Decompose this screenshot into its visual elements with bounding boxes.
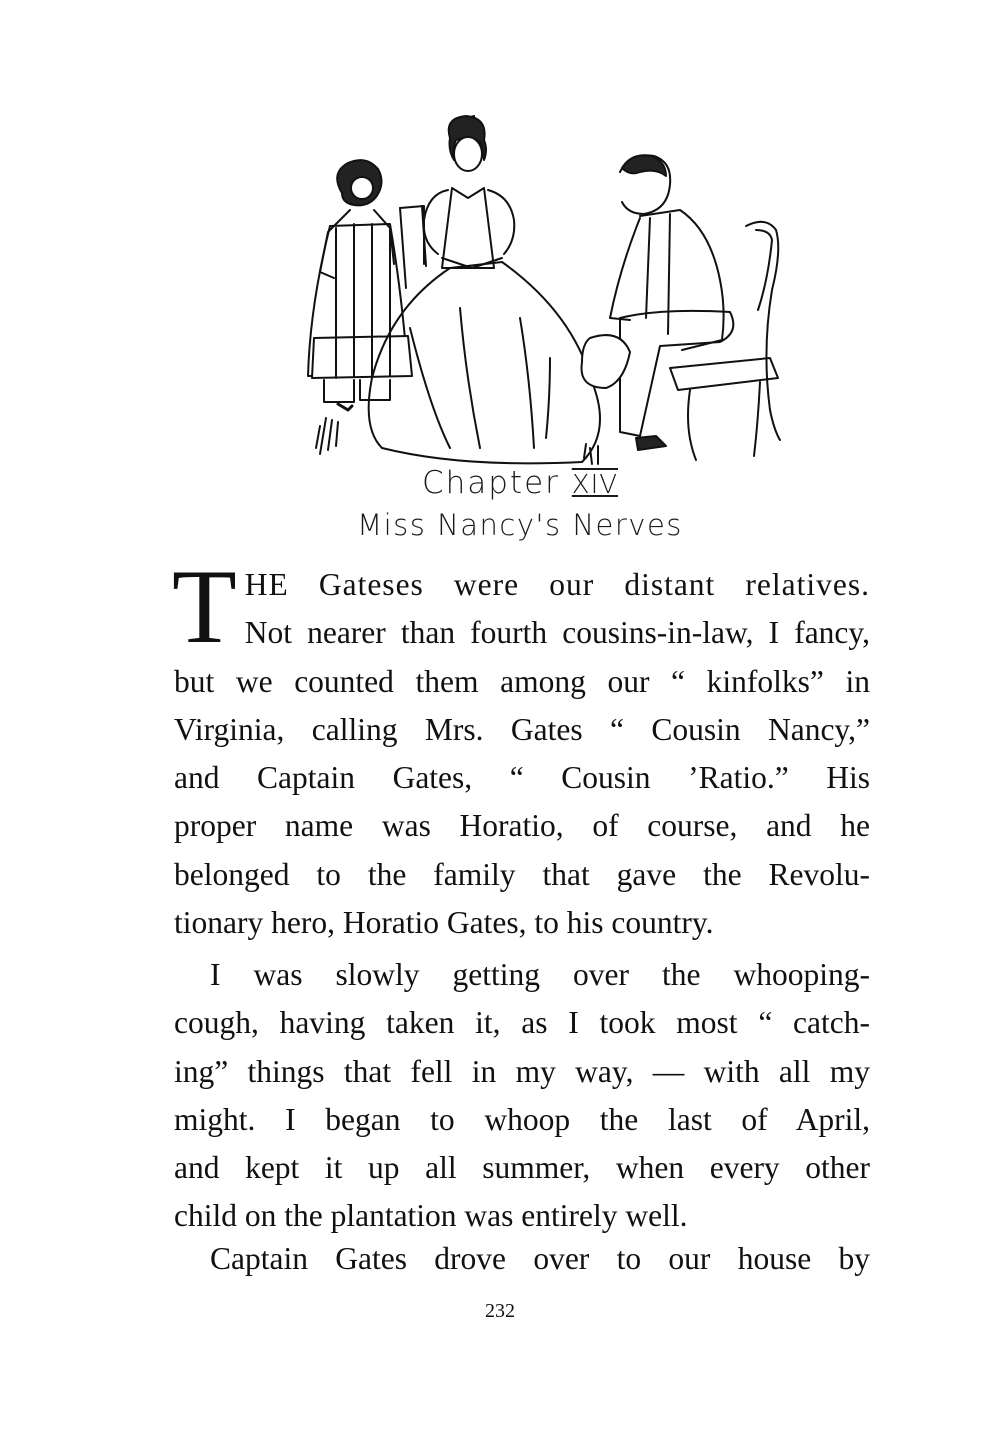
text-line: might. I began to whoop the last of April, xyxy=(174,1101,870,1137)
chair-icon xyxy=(670,222,780,460)
text-line: cough, having taken it, as I took most “ catch- xyxy=(174,1005,870,1041)
page-number: 232 xyxy=(485,1300,515,1322)
paragraph-2 xyxy=(174,951,870,1241)
woman-figure-icon xyxy=(369,116,600,463)
chapter-illustration xyxy=(290,108,810,473)
text-line: Captain Gates drove over to our house by xyxy=(210,1241,870,1276)
text-line: Not nearer than fourth cousins-in-law, I fancy, xyxy=(244,615,870,651)
chapter-heading xyxy=(300,463,740,545)
text-line: proper name was Horatio, of course, and he xyxy=(174,808,870,844)
text-line: I was slowly getting over the whooping- xyxy=(210,957,870,992)
text-line: and kept it up all summer, when every other xyxy=(174,1150,870,1186)
paragraph-1 xyxy=(172,548,870,947)
man-figure-icon xyxy=(582,155,734,464)
chair-back-icon xyxy=(400,206,426,288)
drop-cap: T xyxy=(172,548,237,665)
text-line: HE Gateses were our distant relatives. xyxy=(244,567,870,602)
paragraph-3 xyxy=(174,1235,870,1283)
child-figure-icon xyxy=(308,160,412,454)
chapter-label-line xyxy=(300,463,740,505)
chapter-number: XIV xyxy=(571,470,619,500)
chapter-title: Miss Nancy's Nerves xyxy=(357,508,683,542)
text-line: Virginia, calling Mrs. Gates “ Cousin Nancy,” xyxy=(174,711,870,747)
text-line: ing” things that fell in my way, — with all my xyxy=(174,1053,870,1089)
text-line: belonged to the family that gave the Revolu- xyxy=(174,856,870,892)
text-line: and Captain Gates, “ Cousin ’Ratio.” His xyxy=(174,760,870,796)
chapter-label: Chapter xyxy=(421,465,560,501)
text-line: but we counted them among our “ kinfolks” in xyxy=(174,663,870,699)
text-line: child on the plantation was entirely well. xyxy=(174,1198,688,1234)
text-line: tionary hero, Horatio Gates, to his country. xyxy=(174,905,714,941)
